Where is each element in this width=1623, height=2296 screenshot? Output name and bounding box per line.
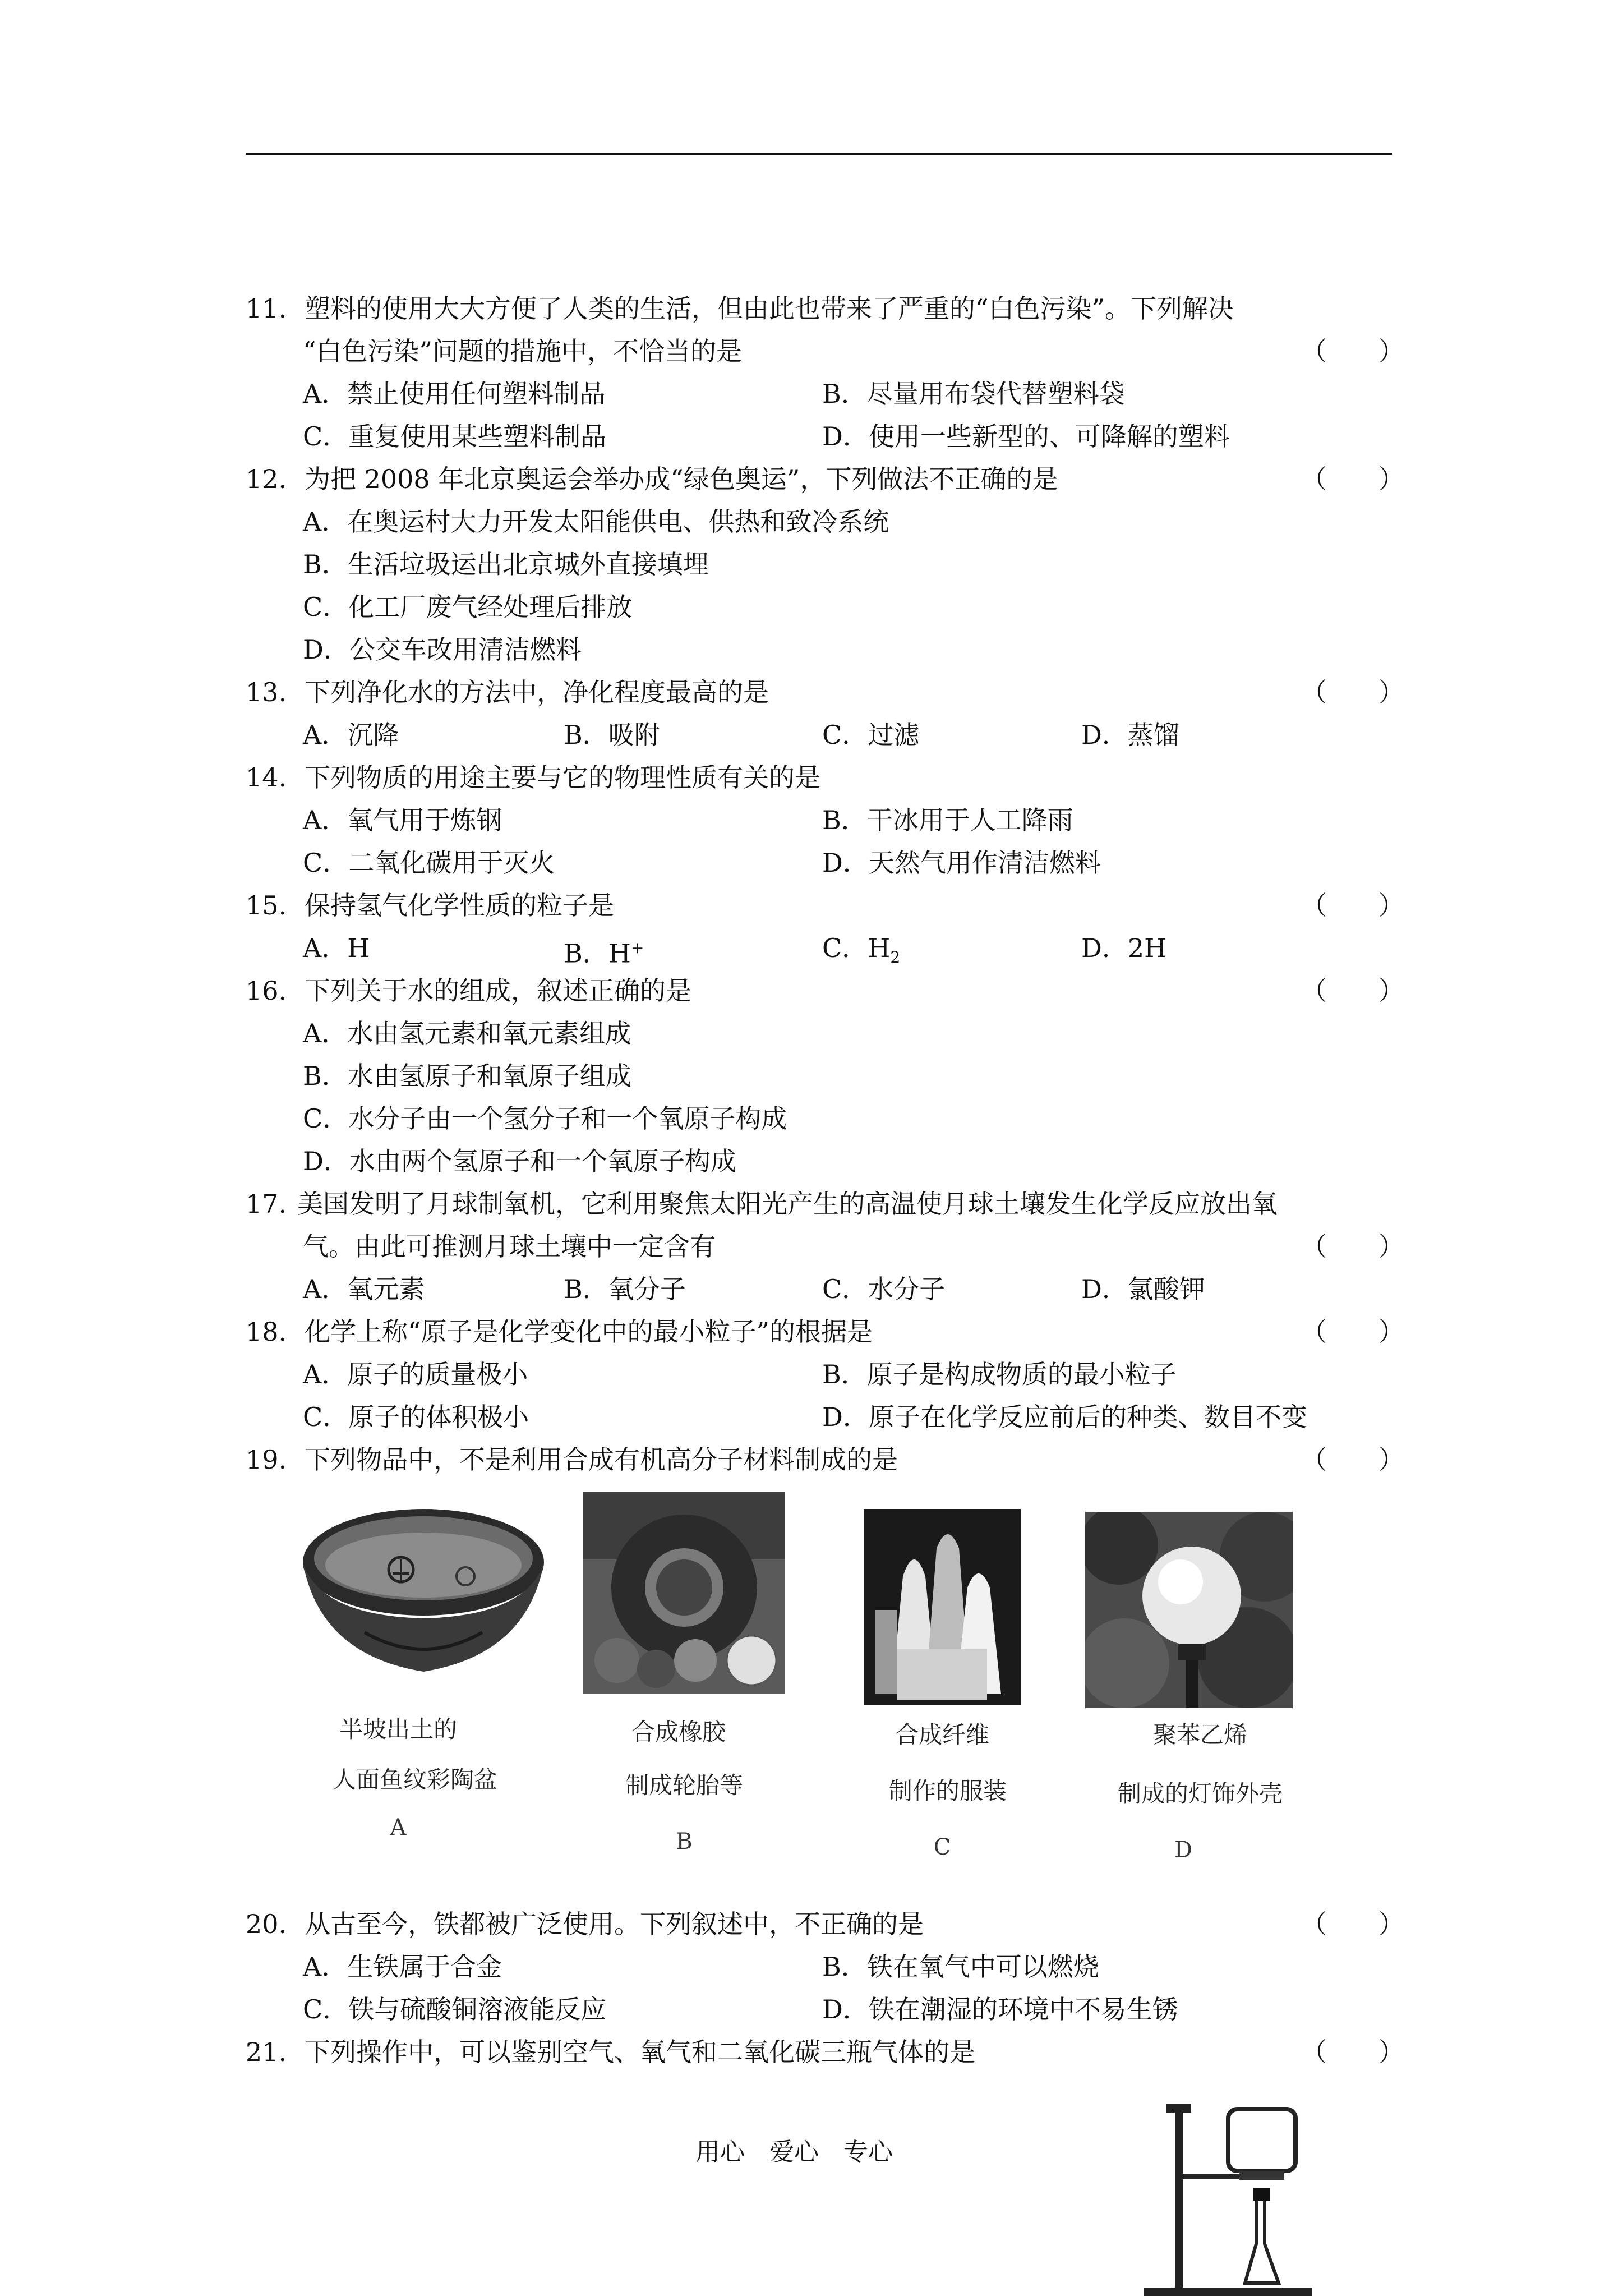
option-20b: B．铁在氧气中可以燃烧 [822,1952,1099,1982]
option-20a: A．生铁属于合金 [303,1952,502,1982]
option-12b: B．生活垃圾运出北京城外直接填埋 [303,549,709,579]
caption-a-line2: 人面鱼纹彩陶盆 [332,1766,497,1793]
caption-c-line2: 制作的服装 [888,1777,1007,1805]
option-15a: A．H [303,933,370,963]
option-18d: D．原子在化学反应前后的种类、数目不变 [822,1402,1307,1432]
question-20: 20. 从古至今，铁都被广泛使用。下列叙述中，不正确的是 [246,1909,924,1939]
option-15b: B．H+ [564,938,644,969]
answer-blank-17: （ ） [1301,1231,1404,1262]
option-11d: D．使用一些新型的、可降解的塑料 [822,421,1230,452]
synthetic-fiber-photo [864,1509,1021,1705]
label-b: B [676,1829,693,1855]
question-12: 12. 为把 2008 年北京奥运会举办成“绿色奥运”，下列做法不正确的是 [246,464,1058,494]
question-15: 15. 保持氢气化学性质的粒子是 [246,890,614,921]
option-17a: A．氧元素 [303,1274,425,1304]
question-11-line2: “白色污染”问题的措施中，不恰当的是 [303,336,743,366]
header-rule [246,153,1392,155]
answer-blank-11: （ ） [1301,336,1404,366]
option-12d: D．公交车改用清洁燃料 [303,634,582,665]
lamp-shade-photo [1085,1512,1293,1708]
question-17: 17. 美国发明了月球制氧机，它利用聚焦太阳光产生的高温使月球土壤发生化学反应放出氧 [246,1189,1278,1219]
option-15c: C．$H_2$ [822,933,901,967]
caption-b-line2: 制成轮胎等 [625,1772,743,1799]
caption-d-line2: 制成的灯饰外壳 [1117,1780,1283,1807]
answer-blank-15: （ ） [1301,890,1404,921]
question-11: 11. 塑料的使用大大方便了人类的生活，但由此也带来了严重的“白色污染”。下列解决 [246,293,1234,324]
question-14: 14. 下列物质的用途主要与它的物理性质有关的是 [246,762,820,793]
pottery-bowl-photo [297,1503,550,1688]
question-21: 21. 下列操作中，可以鉴别空气、氧气和二氧化碳三瓶气体的是 [246,2037,975,2067]
option-13a: A．沉降 [303,720,399,750]
label-a: A [390,1815,407,1841]
answer-blank-21: （ ） [1301,2037,1404,2067]
answer-blank-16: （ ） [1301,976,1404,1006]
option-16c: C．水分子由一个氢分子和一个氧原子构成 [303,1103,787,1134]
answer-blank-20: （ ） [1301,1909,1404,1939]
answer-blank-12: （ ） [1301,464,1404,494]
option-15d: D．2H [1081,933,1167,963]
option-18b: B．原子是构成物质的最小粒子 [822,1359,1177,1389]
option-11a: A．禁止使用任何塑料制品 [303,379,606,409]
option-20d: D．铁在潮湿的环境中不易生锈 [822,1994,1178,2024]
answer-blank-18: （ ） [1301,1317,1404,1347]
option-16d: D．水由两个氢原子和一个氧原子构成 [303,1146,736,1176]
caption-a-line1: 半坡出土的 [339,1715,457,1743]
option-12c: C．化工厂废气经处理后排放 [303,592,633,622]
option-14d: D．天然气用作清洁燃料 [822,848,1101,878]
question-16: 16. 下列关于水的组成，叙述正确的是 [246,976,691,1006]
label-d: D [1174,1837,1193,1863]
option-13d: D．蒸馏 [1081,720,1179,750]
option-18a: A．原子的质量极小 [303,1359,528,1389]
option-16a: A．水由氢元素和氧元素组成 [303,1018,631,1048]
option-20c: C．铁与硫酸铜溶液能反应 [303,1994,607,2024]
option-14b: B．干冰用于人工降雨 [822,805,1073,835]
answer-blank-19: （ ） [1301,1444,1404,1475]
option-18c: C．原子的体积极小 [303,1402,529,1432]
option-17b: B．氧分子 [564,1274,686,1304]
option-12a: A．在奥运村大力开发太阳能供电、供热和致冷系统 [303,507,889,537]
page-footer: 用心 爱心 专心 [695,2138,893,2166]
option-11c: C．重复使用某些塑料制品 [303,421,607,452]
caption-b-line1: 合成橡胶 [631,1718,726,1746]
option-14a: A．氧气用于炼钢 [303,805,502,835]
lab-stand-apparatus [1144,2098,1335,2296]
option-17d: D．氯酸钾 [1081,1274,1205,1304]
question-17-line2: 气。由此可推测月球土壤中一定含有 [303,1231,716,1262]
question-18: 18. 化学上称“原子是化学变化中的最小粒子”的根据是 [246,1317,873,1347]
rubber-tires-photo [583,1492,785,1694]
option-13b: B．吸附 [564,720,660,750]
option-11b: B．尽量用布袋代替塑料袋 [822,379,1125,409]
option-14c: C．二氧化碳用于灭火 [303,848,555,878]
caption-d-line1: 聚苯乙烯 [1152,1721,1247,1749]
question-13: 13. 下列净化水的方法中，净化程度最高的是 [246,677,769,707]
label-c: C [933,1834,951,1860]
question-19: 19. 下列物品中，不是利用合成有机高分子材料制成的是 [246,1444,898,1475]
caption-c-line1: 合成纤维 [895,1721,989,1749]
option-17c: C．水分子 [822,1274,946,1304]
option-13c: C．过滤 [822,720,920,750]
answer-blank-13: （ ） [1301,677,1404,707]
option-16b: B．水由氢原子和氧原子组成 [303,1061,631,1091]
